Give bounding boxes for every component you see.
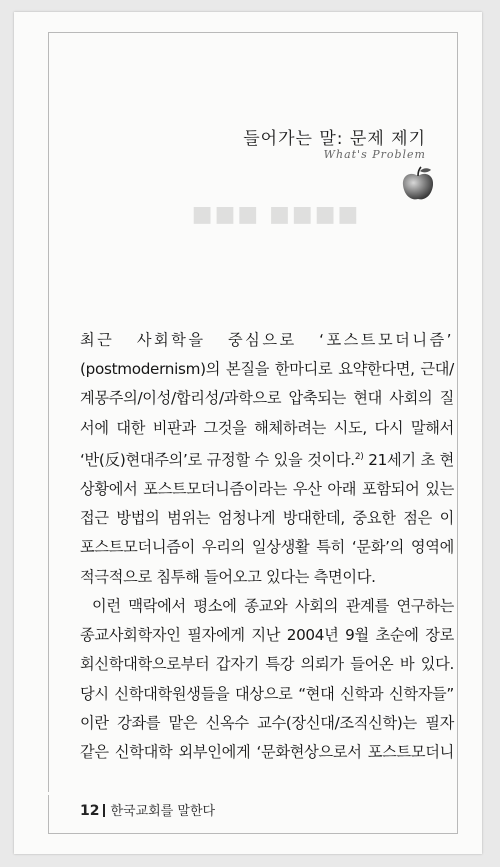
body-text bbox=[80, 326, 454, 767]
text-line: 이런 맥락에서 평소에 종교와 사회의 관계를 연구하는 bbox=[92, 596, 454, 615]
text-line: 같은 신학대학 외부인에게 ‘문화현상으로서 포스트모더니 bbox=[80, 742, 454, 761]
text-line: 서에 대한 비판과 그것을 해체하려는 시도, 다시 말해서 bbox=[80, 418, 454, 437]
book-page bbox=[14, 12, 482, 854]
page-number: 12 bbox=[80, 803, 100, 819]
chapter-subtitle: What's Problem bbox=[323, 148, 426, 161]
text-line: 계몽주의/이성/합리성/과학으로 압축되는 현대 사회의 질 bbox=[80, 389, 454, 408]
bleed-through-text: ■■■■ ■■■ bbox=[189, 202, 359, 227]
text-line: 이란 강좌를 맡은 신옥수 교수(장신대/조직신학)는 필자 bbox=[80, 713, 454, 732]
text-segment: ‘반(反)현대주의’로 규정할 수 있을 것이다. bbox=[80, 450, 355, 469]
text-line: 상황에서 포스트모더니즘이라는 우산 아래 포함되어 있는 bbox=[80, 480, 454, 499]
text-line: (postmodernism)의 본질을 한마디로 요약한다면, 근대/ bbox=[80, 360, 454, 379]
footer-divider bbox=[103, 804, 105, 817]
text-line: 당시 신학대학원생들을 대상으로 “현대 신학과 신학자들” bbox=[80, 684, 454, 703]
chapter-title: 들어가는 말: 문제 제기 bbox=[243, 129, 426, 149]
text-line: 회신학대학으로부터 갑자기 특강 의뢰가 들어온 바 있다. bbox=[80, 655, 454, 674]
text-line: 적극적으로 침투해 들어오고 있다는 측면이다. bbox=[80, 567, 376, 586]
text-segment: 21세기 초 현 bbox=[363, 450, 454, 469]
frame-gap bbox=[48, 792, 248, 795]
text-line: 포스트모더니즘이 우리의 일상생활 특히 ‘문화’의 영역에 bbox=[80, 538, 454, 557]
page-footer bbox=[80, 800, 215, 819]
book-title: 한국교회를 말한다 bbox=[110, 804, 216, 819]
text-line: 접근 방법의 범위는 엄청나게 방대한데, 중요한 점은 이 bbox=[80, 509, 454, 528]
text-line-with-footnote bbox=[80, 443, 454, 475]
text-line: 종교사회학자인 필자에게 지난 2004년 9월 초순에 장로 bbox=[80, 626, 454, 645]
footnote-ref: 2) bbox=[354, 451, 364, 462]
text-line: 최근 사회학을 중심으로 ‘포스트모더니즘’ bbox=[80, 331, 454, 349]
apple-icon bbox=[398, 164, 438, 204]
